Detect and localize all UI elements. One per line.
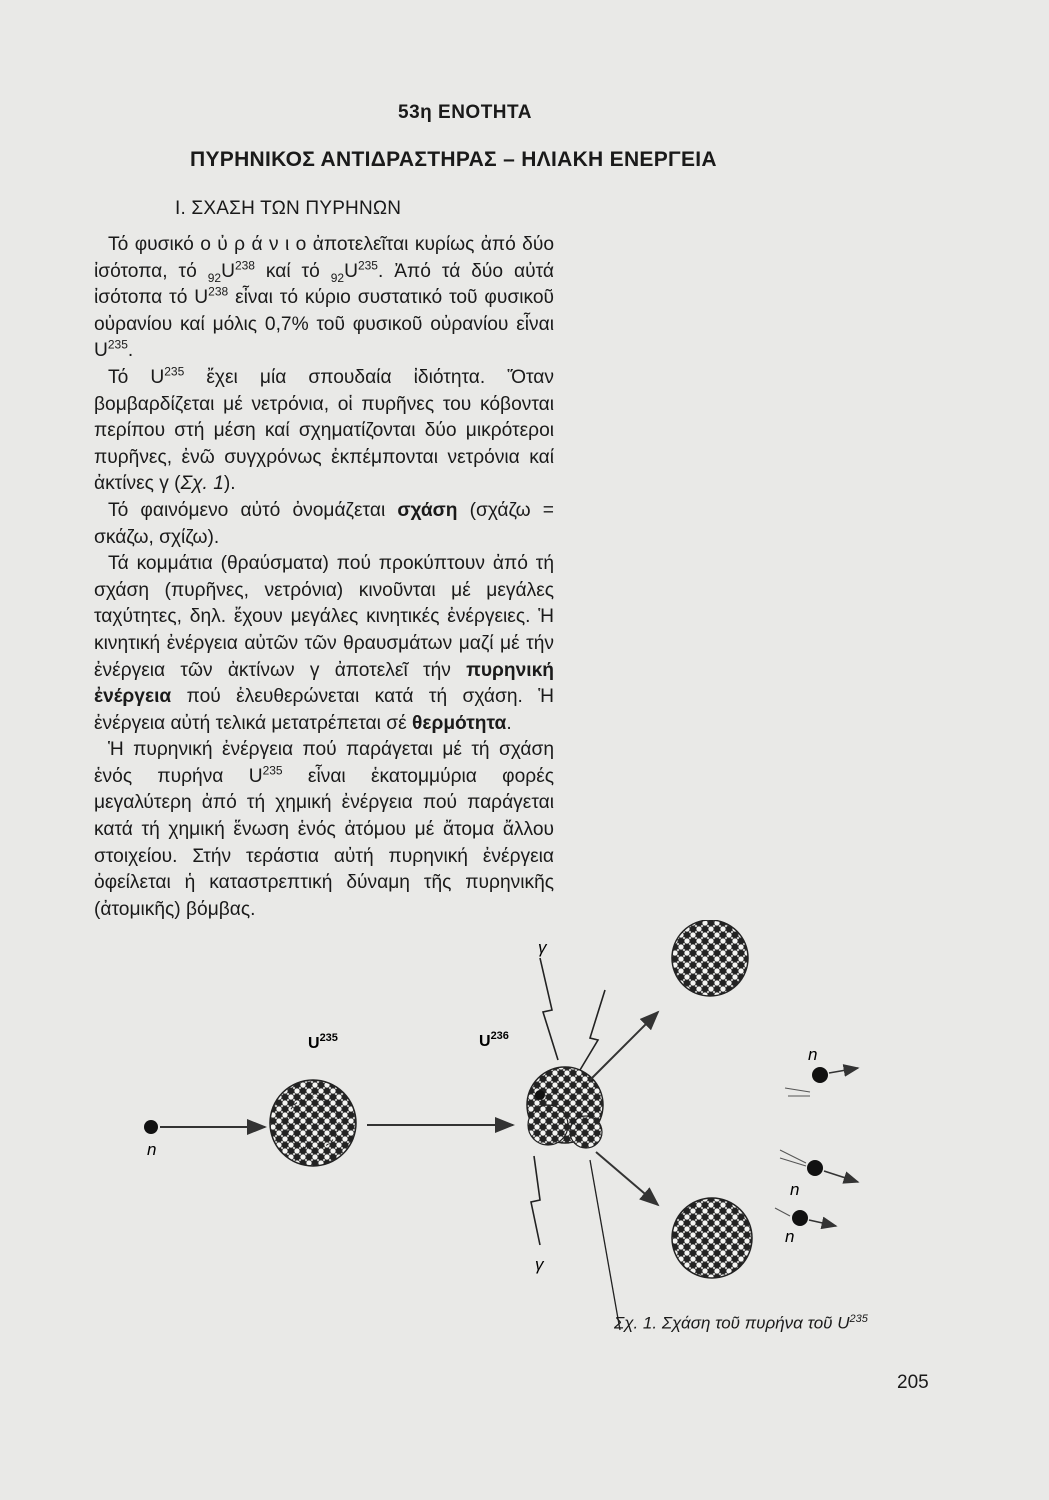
fission-fragment-top [590,920,748,1080]
neutron-label: n [808,1045,818,1064]
text-run: πού ἐλευθερώνεται κατά τή σχάση. Ἡ ἐνέργεια αὐτή τελικά μετατρέπεται σέ [94,686,554,734]
u236-label: $U^{236}$ [479,1030,509,1050]
neutron-label: n [790,1180,800,1199]
emitted-neutron-1 [785,1045,858,1096]
paragraph-5 [94,737,554,923]
text-run: ἀποτελεῖται κυρίως ἀπό δύο ἰσότοπα, τό [94,234,555,282]
paragraph-2 [94,365,554,498]
text-run: Τό φαινόμενο αὐτό ὀνομάζεται [108,499,398,521]
neutron-icon [812,1067,828,1083]
caption-text: Σχ. 1. Σχάση τοῦ πυρήνα τοῦ U [614,1313,850,1333]
spaced-word-uranium: ο ὐ ρ ά ν ι ο [200,234,307,255]
term-heat: θερμότητα [411,712,507,734]
text-run: εἶναι τό κύριο συστατικό τοῦ φυσικοῦ οὐρανίου καί μόλις 0,7% τοῦ φυσικοῦ οὐρανίου εἶναι U [94,287,554,362]
chapter-title: ΠΥΡΗΝΙΚΟΣ ΑΝΤΙΔΡΑΣΤΗΡΑΣ – ΗΛΙΑΚΗ ΕΝΕΡΓΕΙΑ [190,148,717,171]
arrow-icon [590,1012,658,1080]
fission-diagram-svg [120,920,940,1360]
text-run: Τά κομμάτια (θραύσματα) πού προκύπτουν ἀπό τή σχάση (πυρῆνες, νετρόνια) κινοῦνται μέ μεγάλες ταχύτητες, δηλ. ἔχουν μεγάλες κινητικές ἐνέργειες. Ἡ κινητική ἐνέργεια αὐτῶν τῶν θραυσμάτων μαζί μέ τήν ἐνέργεια τῶν ἀκτίνων γ ἀποτελεῖ τήν [94,553,554,681]
page-number: 205 [897,1372,929,1393]
text-run: . Ἀπό τά δύο αὐτά ἰσότοπα τό U [94,260,554,309]
mass-number: 235 [164,364,185,379]
text-run: Ἡ πυρηνική ἐνέργεια πού παράγεται μέ τή σχάση ἑνός πυρήνα U [94,739,554,787]
text-run: . [127,340,134,362]
zigzag-icon [580,990,605,1070]
mass-number: 235 [107,337,128,352]
element-symbol: U [221,260,235,282]
unit-label: 53η ΕΝΟΤΗΤΑ [398,102,532,123]
u235-nucleus [270,1032,356,1166]
neutron-icon [792,1210,808,1226]
zigzag-icon [540,958,558,1060]
arrow-icon [596,1152,658,1205]
mass-number: 235 [262,763,283,778]
u236-nucleus [479,1030,603,1148]
nucleus-icon [672,920,748,996]
text-run: ). [223,473,236,495]
emitted-neutron-2 [780,1150,858,1199]
text-run: ἔχει μία σπουδαία ἰδιότητα. Ὅταν βομβαρδίζεται μέ νετρόνια, οἱ πυρῆνες του κόβονται περίπου στή μέση καί σχηματίζονται δύο μικρότεροι πυρῆνες, ἐνῶ συγχρόνως ἐκπέμπονται νετρόνια καί ἀκτίνες γ ( [94,366,554,495]
gamma-label: γ [538,938,547,957]
figure-reference: Σχ. 1 [180,473,224,495]
mass-number: 238 [208,284,229,299]
neutron-icon [807,1160,823,1176]
paragraph-1 [94,232,554,365]
u235-label: $U^{235}$ [308,1032,338,1052]
paragraph-4 [94,551,554,737]
atomic-number: 92 [207,270,222,285]
section-heading: Ι. ΣΧΑΣΗ ΤΩΝ ΠΥΡΗΝΩΝ [175,198,402,219]
mass-number: 235 [357,258,378,273]
nucleus-icon [672,1198,752,1278]
mass-number: 238 [234,258,255,273]
gamma-ray-bottom [531,1156,620,1330]
term-fission: σχάση [397,499,458,521]
neutron-label: n [785,1227,795,1246]
text-run: καί τό [254,260,331,282]
element-symbol: U [344,260,358,282]
body-text [94,232,554,923]
paragraph-3 [94,498,554,551]
text-run: εἶναι ἑκατομμύρια φορές μεγαλύτερη ἀπό τή χημική ἐνέργεια πού παράγεται κατά τή χημική ἕνωση ἑνός ἀτόμου μέ ἄτομα ἄλλου στοιχείου. Στήν τεράστια αὐτή πυρηνική ἐνέργεια ὀφείλεται ἡ καταστρεπτική δύναμη τῆς πυρηνικῆς (ἀτομικῆς) βόμβας. [94,765,554,920]
zigzag-icon [531,1156,540,1245]
emitted-neutron-3 [775,1208,836,1246]
gamma-label: γ [535,1255,544,1274]
text-run: Τό U [108,366,165,388]
text-run: (σχάζω = σκάζω, σχίζω). [94,499,554,548]
neutron-icon [144,1120,158,1134]
neutron-label: n [147,1140,157,1159]
figure-caption [614,1313,868,1334]
gamma-ray-top [538,938,605,1070]
mass-number: 235 [849,1313,868,1325]
term-nuclear-energy: πυρηνική ἐνέργεια [94,659,554,708]
text-run: Τό φυσικό [108,234,201,255]
fission-diagram [120,920,940,1360]
incoming-neutron [144,1120,265,1159]
atomic-number: 92 [330,270,345,285]
fission-fragment-bottom [596,1152,752,1278]
nucleus-icon [270,1080,356,1166]
text-run: . [506,712,512,734]
